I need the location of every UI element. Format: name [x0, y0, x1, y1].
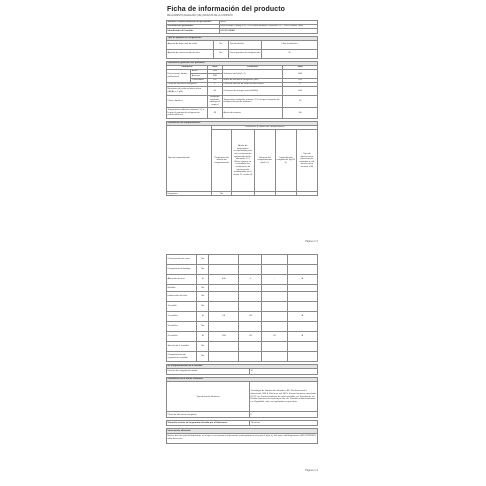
- compartment-defrost: [287, 342, 317, 352]
- min-temp-value: 10: [283, 95, 318, 107]
- table-row: [167, 265, 318, 275]
- table-row: [167, 292, 318, 302]
- four-star-table: [166, 364, 318, 375]
- noise-class-label: Clase de emisión de ruido acústico aéreo: [222, 82, 282, 86]
- compartment-freeze: 18: [262, 332, 288, 342]
- noise-label: Aparato de bajo nivel de ruido:: [167, 40, 214, 49]
- light-class-value: F: [250, 412, 318, 418]
- type-header: Tipo de aparato de refrigeración:: [167, 36, 318, 40]
- product-sheet-page-1: [166, 4, 318, 243]
- compartment-volume: [209, 302, 239, 312]
- compartment-freeze: -: [262, 275, 288, 285]
- min-temp-label: Temperatura ambiente mínima (°C) a la que el aparato de refrigeración puede utilizarse: [222, 95, 282, 107]
- compartment-defrost: [287, 292, 317, 302]
- model-label: Identificador del modelo:: [167, 29, 220, 33]
- compartment-freeze: [262, 292, 288, 302]
- compartment-name: Alimentos frescos: [167, 275, 197, 285]
- table-row: [167, 332, 318, 342]
- compartment-volume: [209, 342, 239, 352]
- comp-type-label: Tipo de compartimento: [167, 126, 212, 192]
- compartment-temp: [239, 342, 262, 352]
- noise-value: No: [213, 40, 228, 49]
- winter-value: No: [283, 107, 318, 118]
- compartment-defrost: A: [287, 332, 317, 342]
- eei-value: 100: [283, 78, 318, 82]
- compartment-name: Fabricación de hielo: [167, 292, 197, 302]
- compartment-present: Sí: [197, 312, 209, 322]
- compartment-present: No: [197, 302, 209, 312]
- light-header: Parámetros de la fuente luminosa:: [167, 378, 318, 382]
- compartment-present: No: [197, 322, 209, 332]
- noise-emission-label: Emisiones de ruido acústico aéreo (dB(A) re 1 pW): [167, 86, 208, 95]
- sheet-title: Ficha de información del producto: [167, 6, 286, 13]
- compartment-freeze: [262, 285, 288, 292]
- compartment-present: No: [197, 255, 209, 265]
- compartment-name: 1 estrella: [167, 302, 197, 312]
- pantry-value: No: [212, 192, 232, 196]
- compartment-name: 4 estrellas: [167, 332, 197, 342]
- additional-text: Enlace del sitio web del fabricante, en el que se encuentra la información contemplada en el punto 4, letra a), del anexo del Reglamento (UE) 2019/2019: www.haier.com: [167, 433, 318, 443]
- compartment-volume: [209, 265, 239, 275]
- compartment-volume: [209, 292, 239, 302]
- energy-class-value: F: [207, 82, 222, 86]
- regulation-subtitle: REGLAMENTO DELEGADO (UE) 2019/2016 DE LA COMISIÓN: [167, 15, 233, 17]
- pantry-label: Despensa: [167, 192, 212, 196]
- compartment-temp: [239, 322, 262, 332]
- compartment-defrost: A: [287, 312, 317, 322]
- page-number-2: Página 2 / 2: [305, 469, 318, 472]
- model-row: [167, 29, 318, 33]
- table-row: [167, 275, 318, 285]
- volume-label: Volumen total (dm³ o l): [222, 70, 282, 78]
- design-params-text: Ajuste de temperatura recomendado para una conservación optimizada de los alimentos (°C) (Estos ajustes no contradirán las condiciones de conservación establecidas en el anexo IV, cuadro 3): [231, 130, 254, 192]
- table-row: [167, 342, 318, 352]
- compartment-temp: [239, 265, 262, 275]
- compartment-present: No: [197, 352, 209, 362]
- compartment-temp: [239, 292, 262, 302]
- address-label: Dirección del proveedor:: [167, 25, 220, 29]
- design-label: Tipo de diseño:: [228, 40, 261, 49]
- warranty-label: Duración mínima de la garantía ofrecida por el fabricante:: [167, 421, 250, 426]
- compartment-temp: -18: [239, 332, 262, 342]
- table-row: [167, 285, 318, 292]
- noise-emission-value: 40: [207, 86, 222, 95]
- table-row: [167, 255, 318, 265]
- appliance-type-table: [166, 36, 318, 59]
- max-temp-value: 43: [207, 107, 222, 118]
- compartment-defrost: [287, 285, 317, 292]
- light-type-value: Tecnología de iluminación utilizada: LED. No direccional o direccional: NDLS. Red o no red: MLS. Fuente luminosa conectada (FLC): no. Fuente luminosa de color ajustable: no. Envolvente: no. Fuente luminosa de luminancia alta: no. Pantalla antideslumbrante: no. Regulable: solo con reguladores específicos.: [250, 382, 318, 412]
- compartment-present: No: [197, 292, 209, 302]
- compartment-freeze: [262, 265, 288, 275]
- compartment-defrost: [287, 255, 317, 265]
- design-params-label: Parámetros de diseño del compartimento: [212, 130, 232, 192]
- compartment-volume: 56: [209, 312, 239, 322]
- compartment-temp: [239, 255, 262, 265]
- compartment-freeze: [262, 312, 288, 322]
- climate-value: templado ampliado, subtropical, tropical: [209, 96, 221, 106]
- winestore-label: Aparato de conservación de vino:: [167, 49, 214, 58]
- noise-class-value: C: [283, 82, 318, 86]
- col-value-1: Valor: [207, 65, 222, 69]
- additional-info-table: [166, 428, 318, 443]
- climate-label: Clase climática:: [167, 95, 208, 107]
- design-value: Libre instalación: [262, 40, 318, 49]
- product-sheet-page-2: [166, 253, 318, 472]
- volume-value: 640: [283, 70, 318, 78]
- supplier-label: Nombre o marca comercial del proveedor:: [167, 21, 220, 25]
- otherref-value: Sí: [262, 49, 318, 58]
- compartment-volume: [209, 285, 239, 292]
- winter-label: Ajuste de invierno: [222, 107, 282, 118]
- compartment-name: Conservación de vinos: [167, 255, 197, 265]
- compartment-present: Sí: [197, 275, 209, 285]
- height-value: 1905: [207, 70, 222, 74]
- compartment-volume: [209, 352, 239, 362]
- compartment-temp: [239, 285, 262, 292]
- col-param-1: Parámetro: [167, 65, 208, 69]
- compartment-name: Sección de 2 estrellas: [167, 342, 197, 352]
- general-params-table: [166, 61, 318, 119]
- compartment-temp: [239, 352, 262, 362]
- compartment-present: Sí: [197, 332, 209, 342]
- depth-value: 762: [207, 78, 222, 82]
- compartment-freeze: [262, 342, 288, 352]
- compartment-name: Compartimento de temperatura variable: [167, 352, 197, 362]
- energy-class-label: Clase de eficiencia energética: [167, 82, 208, 86]
- params-group-label: Parámetros y valores del compartimento: [212, 126, 318, 130]
- compartment-present: No: [197, 342, 209, 352]
- compartment-name: Helados: [167, 285, 197, 292]
- model-value: HB26FSNAAA: [219, 29, 317, 33]
- light-source-table: [166, 377, 318, 418]
- warranty-table: [166, 420, 318, 426]
- general-header: Parámetros generales del producto:: [167, 61, 318, 65]
- eei-label: Índice de eficiencia energética (IEE): [222, 78, 282, 82]
- fastfreeze-func-value: Sí: [250, 369, 318, 375]
- compartment-freeze: [262, 255, 288, 265]
- col-value-2: Valor: [283, 65, 318, 69]
- compartment-volume: 430: [209, 275, 239, 285]
- light-type-label: Tipo de fuente luminosa: [167, 382, 250, 412]
- compartment-defrost: [287, 352, 317, 362]
- compartment-name: Compartimento bodega: [167, 265, 197, 275]
- compartment-temp: [239, 302, 262, 312]
- compartment-temp: 4: [239, 275, 262, 285]
- additional-header: Información adicional:: [167, 429, 318, 433]
- page-number-1: Página 1 / 2: [305, 240, 318, 243]
- volume-comp-label: Volumen del compartimento (dm³ o l): [254, 130, 275, 192]
- warranty-value: 24 meses: [250, 421, 318, 426]
- compartment-defrost: [287, 322, 317, 332]
- compartment-params-table: [166, 121, 318, 197]
- dims-label: Dimensiones totales (milímetros): [167, 70, 191, 83]
- compartment-freeze: [262, 322, 288, 332]
- supplier-table: [166, 20, 318, 34]
- compartment-temp: -18: [239, 312, 262, 322]
- max-temp-label: Temperatura ambiente máxima (°C) a la que el aparato de refrigeración puede utilizarse: [167, 107, 208, 118]
- compartment-volume: [209, 322, 239, 332]
- table-row: [167, 312, 318, 322]
- width-value: 908: [207, 74, 222, 78]
- compartment-volume: [209, 255, 239, 265]
- fastfreeze-func-label: Función de congelación rápida: [167, 369, 250, 375]
- winestore-value: No: [213, 49, 228, 58]
- compartment-freeze: [262, 352, 288, 362]
- annual-energy-label: Consumo de energía anual (kWh/a): [222, 86, 282, 95]
- light-class-label: Clase de eficiencia energética: [167, 412, 250, 418]
- compartment-defrost: [287, 265, 317, 275]
- compartment-volume: 184: [209, 332, 239, 342]
- compartment-defrost: A: [287, 275, 317, 285]
- table-row: [167, 322, 318, 332]
- table-row: [167, 352, 318, 362]
- annual-energy-value: 432: [283, 86, 318, 95]
- compartment-header: Parámetros del compartimento:: [167, 121, 318, 125]
- address-value: Haier Europe Trading S.r.l., Via Privata Eduardo Chiossone, 20 – 20161 Milano, Italia: [219, 25, 317, 29]
- fastfreeze-label: Capacidad de congelación (kg/24 h): [275, 130, 296, 192]
- compartment-name: 2 estrellas: [167, 312, 197, 322]
- height-label: Altura: [191, 70, 208, 74]
- width-label: Anchura: [191, 74, 208, 78]
- four-star-header: En compartimentos de 4 estrellas: [167, 365, 318, 369]
- compartment-rows-table: [166, 254, 318, 362]
- compartment-defrost: [287, 302, 317, 312]
- table-row: [167, 302, 318, 312]
- otherref-label: Otros aparatos de refrigeración:: [228, 49, 261, 58]
- compartment-present: No: [197, 265, 209, 275]
- supplier-value: Haier: [219, 21, 317, 25]
- compartment-name: 3 estrellas: [167, 322, 197, 332]
- compartment-freeze: [262, 302, 288, 312]
- defrost-label: Tipo de desescarche (desescarche automático = A, desescarche manual = M): [296, 130, 317, 192]
- depth-label: Profundidad: [191, 78, 208, 82]
- compartment-present: No: [197, 285, 209, 292]
- col-param-2: Parámetro: [222, 65, 282, 69]
